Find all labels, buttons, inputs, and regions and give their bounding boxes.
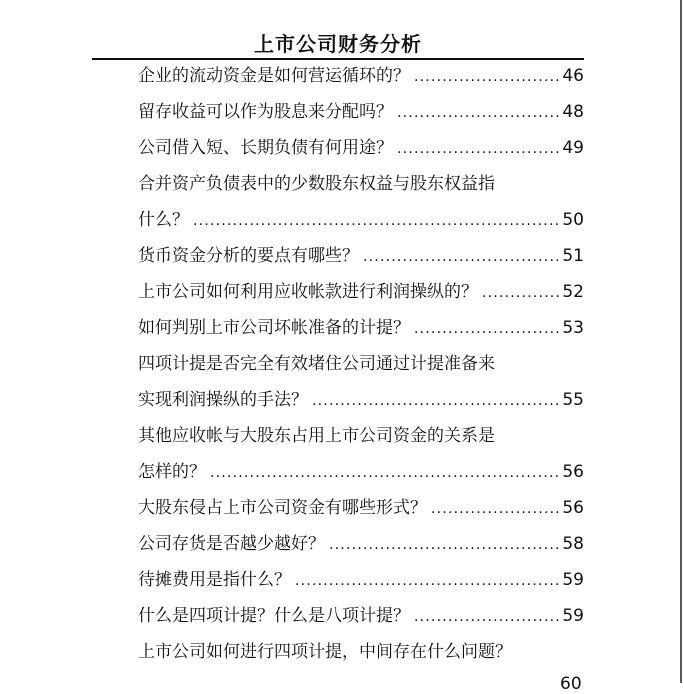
toc-entry-line	[138, 130, 584, 166]
toc-entry[interactable]	[138, 94, 584, 130]
toc-entry-text: 大股东侵占上市公司资金有哪些形式？	[138, 498, 427, 518]
toc-entry-line	[138, 382, 584, 418]
page-frame-edge	[680, 0, 682, 683]
toc-entry-line	[138, 526, 584, 562]
toc-entry-line	[138, 562, 584, 598]
toc-entry-text: 企业的流动资金是如何营运循环的？	[138, 66, 410, 86]
toc-page-number: 51	[562, 246, 584, 266]
toc-entry-text: 如何判别上市公司坏帐准备的计提？	[138, 318, 410, 338]
toc-entry[interactable]	[138, 346, 584, 418]
toc-entry[interactable]	[138, 274, 584, 310]
dot-leader	[397, 131, 560, 167]
toc-entry-text: 上市公司如何进行四项计提，中间存在什么问题？	[138, 642, 512, 662]
toc-entry-text: 上市公司如何利用应收帐款进行利润操纵的？	[138, 282, 478, 302]
dot-leader	[482, 275, 560, 311]
dot-leader	[397, 95, 560, 131]
toc-entry-line	[138, 454, 584, 490]
toc-entry[interactable]	[138, 58, 584, 94]
toc-page-number-cut: 60	[560, 674, 582, 694]
toc-page-number: 55	[562, 390, 584, 410]
toc-entry-line	[138, 58, 584, 94]
toc-entry-text: 其他应收帐与大股东占用上市公司资金的关系是	[138, 426, 495, 446]
toc-page-number: 50	[562, 210, 584, 230]
dot-leader	[312, 383, 560, 419]
toc-entry-line	[138, 310, 584, 346]
toc-entry-line	[138, 238, 584, 274]
toc-entry-text: 什么？	[138, 210, 189, 230]
toc-page-number: 49	[562, 138, 584, 158]
dot-leader	[329, 527, 560, 563]
toc-page-number: 58	[562, 534, 584, 554]
toc-entry-line	[138, 274, 584, 310]
toc-entry-line	[138, 490, 584, 526]
toc-entry[interactable]	[138, 166, 584, 238]
toc-page-number: 48	[562, 102, 584, 122]
toc-entry-line	[138, 202, 584, 238]
dot-leader	[431, 491, 560, 527]
toc-entry-text: 合并资产负债表中的少数股东权益与股东权益指	[138, 174, 495, 194]
toc-page-number: 56	[562, 462, 584, 482]
toc-entry-text: 待摊费用是指什么？	[138, 570, 291, 590]
toc-entry[interactable]	[138, 598, 584, 634]
dot-leader	[193, 203, 560, 239]
toc-entry[interactable]	[138, 490, 584, 526]
dot-leader	[210, 455, 560, 491]
toc-entry-text: 留存收益可以作为股息来分配吗？	[138, 102, 393, 122]
toc-entry-line	[138, 634, 584, 670]
dot-leader	[414, 59, 560, 95]
toc-page-number: 59	[562, 606, 584, 626]
toc-entry-text: 实现利润操纵的手法？	[138, 390, 308, 410]
dot-leader	[363, 239, 560, 275]
toc-entry[interactable]	[138, 130, 584, 166]
toc-entry-text: 公司借入短、长期负债有何用途？	[138, 138, 393, 158]
toc-page-number: 53	[562, 318, 584, 338]
dot-leader	[414, 311, 560, 347]
toc-entry[interactable]	[138, 418, 584, 490]
toc-entry-text: 货币资金分析的要点有哪些？	[138, 246, 359, 266]
toc-page-number: 59	[562, 570, 584, 590]
toc-entry-text: 四项计提是否完全有效堵住公司通过计提准备来	[138, 354, 495, 374]
dot-leader	[414, 599, 560, 635]
toc-page-number: 56	[562, 498, 584, 518]
table-of-contents	[138, 58, 584, 670]
toc-entry[interactable]	[138, 526, 584, 562]
page-title: 上市公司财务分析	[254, 32, 422, 56]
toc-entry[interactable]	[138, 310, 584, 346]
toc-entry[interactable]	[138, 562, 584, 598]
toc-entry-text: 公司存货是否越少越好？	[138, 534, 325, 554]
dot-leader	[295, 563, 560, 599]
toc-entry[interactable]	[138, 238, 584, 274]
toc-entry-text: 什么是四项计提？什么是八项计提？	[138, 606, 410, 626]
toc-entry-line	[138, 598, 584, 634]
toc-entry[interactable]	[138, 634, 584, 670]
toc-page-number: 46	[562, 66, 584, 86]
toc-entry-text: 怎样的？	[138, 462, 206, 482]
toc-page-number: 52	[562, 282, 584, 302]
toc-entry-line	[138, 94, 584, 130]
